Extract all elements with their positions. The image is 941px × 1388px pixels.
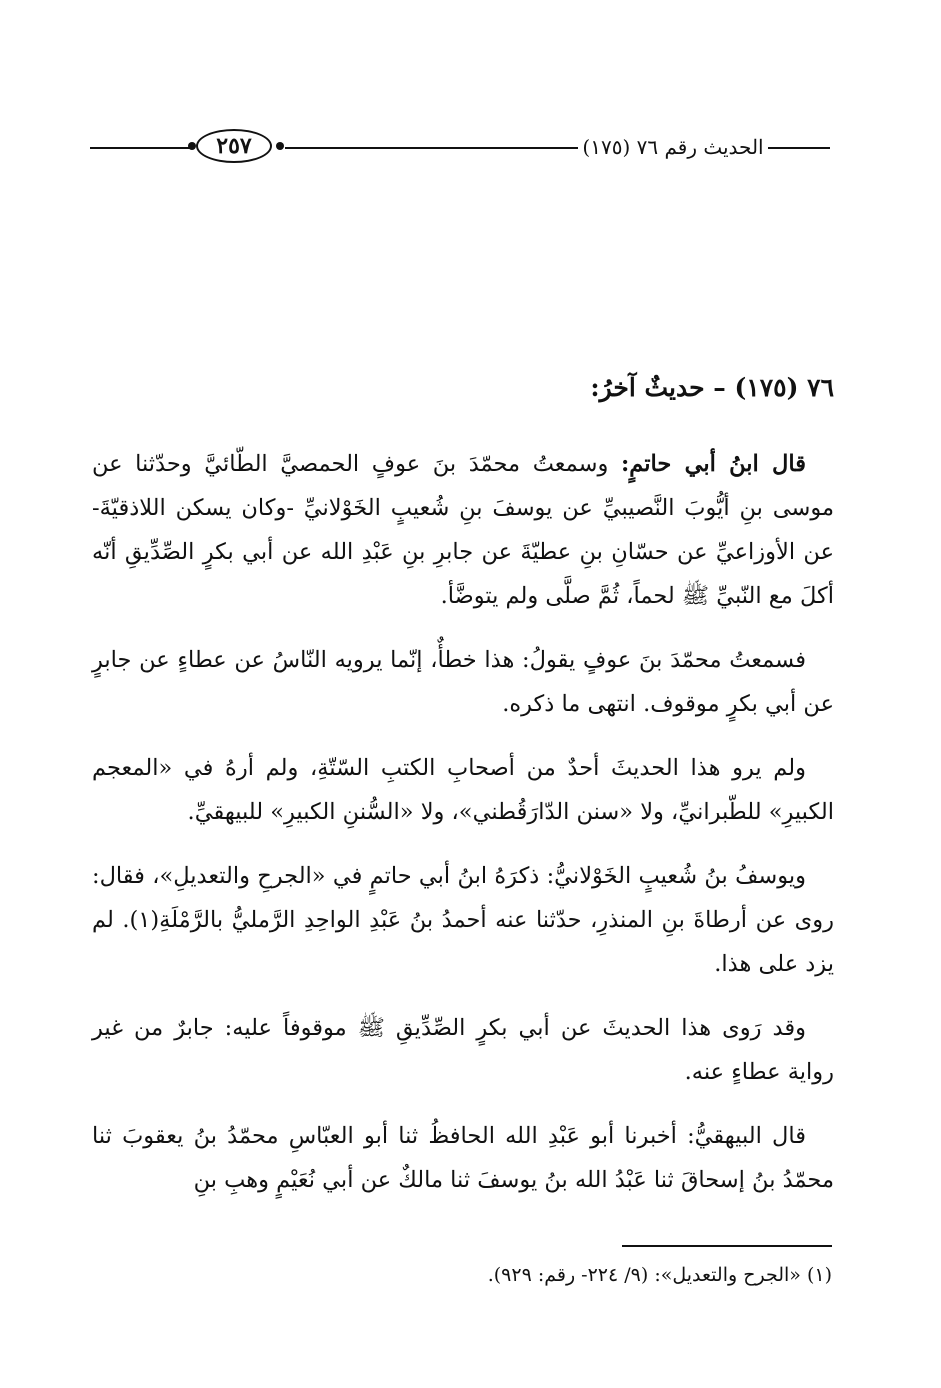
paragraph-1-text: وسمعتُ محمّدَ بنَ عوفٍ الحمصيَّ الطّائيَّ وحدّثنا عن موسى بنِ أيُّوبَ النَّصيبيِّ عن يوسفَ بنِ شُعيبٍ الخَوْلانيِّ -وكان يسكن اللاذقيّةَ- عن الأوزاعيِّ عن حسّانِ بنِ عطيّةَ عن جابرِ بنِ عَبْدِ الله عن أبي بكرٍ الصِّدِّيقِ أنّه أكلَ مع النّبيِّ ﷺ لحماً، ثُمَّ صلَّى ولم يتوضَّأ. bbox=[92, 451, 834, 609]
paragraph-1 bbox=[92, 442, 834, 618]
paragraph-5 bbox=[92, 1006, 834, 1094]
page-header bbox=[90, 128, 830, 168]
header-ornament-dot-right bbox=[276, 142, 284, 150]
paragraph-4-text: ويوسفُ بنُ شُعيبٍ الخَوْلانيُّ: ذكرَهُ ابنُ أبي حاتمٍ في «الجرحِ والتعديلِ»، فقال: روى عن أرطاةَ بنِ المنذرِ، حدّثنا عنه أحمدُ بنُ عَبْدِ الواحِدِ الرَّمليُّ بالرَّمْلَةِ(١). لم يزد على هذا. bbox=[92, 863, 834, 977]
paragraph-2-text: فسمعتُ محمّدَ بنَ عوفٍ يقولُ: هذا خطأٌ، إنّما يرويه النّاسُ عن عطاءٍ عن جابرٍ عن أبي بكرٍ موقوف. انتهى ما ذكره. bbox=[92, 647, 834, 717]
paragraph-6-text: قال البيهقيُّ: أخبرنا أبو عَبْدِ الله الحافظُ ثنا أبو العبّاسِ محمّدُ بنُ يعقوبَ ثنا محمّدُ بنُ إسحاقَ ثنا عَبْدُ الله بنُ يوسفَ ثنا مالكٌ عن أبي نُعَيْمٍ وهبِ بنِ bbox=[92, 1123, 834, 1193]
footnote-1: (١) «الجرح والتعديل»: (٩/ ٢٢٤- رقم: ٩٢٩). bbox=[487, 1264, 832, 1286]
hadith-heading: ٧٦ (١٧٥) – حديثٌ آخرُ: bbox=[590, 373, 834, 402]
header-rule-right bbox=[762, 147, 830, 149]
main-text bbox=[92, 368, 834, 1222]
paragraph-6 bbox=[92, 1114, 834, 1202]
paragraph-3-text: ولم يرو هذا الحديثَ أحدٌ من أصحابِ الكتبِ السّتّةِ، ولم أرهُ في «المعجم الكبيرِ» للطّبرانيِّ، ولا «سنن الدّارَقُطني»، ولا «السُّننِ الكبيرِ» للبيهقيِّ. bbox=[92, 755, 834, 825]
header-rule-left bbox=[90, 147, 190, 149]
paragraph-1-lead: قال ابنُ أبي حاتمٍ: bbox=[620, 451, 806, 477]
page-number: ٢٥٧ bbox=[216, 133, 252, 159]
paragraph-4 bbox=[92, 854, 834, 986]
header-ornament-dot-left bbox=[188, 142, 196, 150]
paragraph-3 bbox=[92, 746, 834, 834]
footnote-separator bbox=[622, 1245, 832, 1247]
running-title: الحديث رقم ٧٦ (١٧٥) bbox=[578, 133, 768, 161]
paragraph-2 bbox=[92, 638, 834, 726]
paragraph-5-text: وقد رَوى هذا الحديثَ عن أبي بكرٍ الصِّدِّيقِ ﷺ موقوفاً عليه: جابرٌ من غير رواية عطاءٍ عنه. bbox=[92, 1015, 834, 1085]
